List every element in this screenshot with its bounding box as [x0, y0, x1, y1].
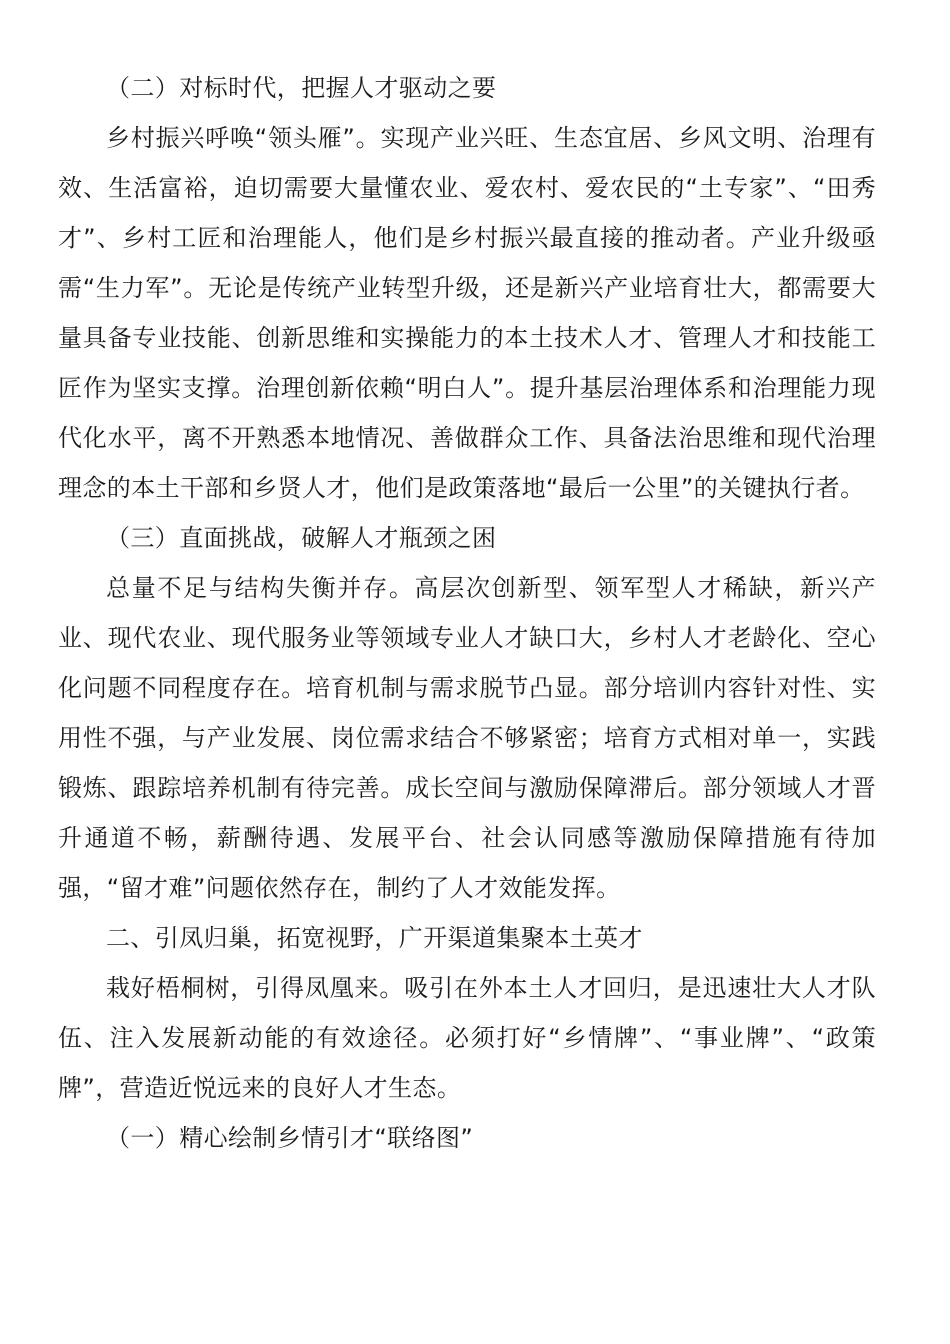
document-page	[58, 63, 876, 1163]
body-paragraph: 乡村振兴呼唤“领头雁”。实现产业兴旺、生态宜居、乡风文明、治理有效、生活富裕，迫切需要大量懂农业、爱农村、爱农民的“土专家”、“田秀才”、乡村工匠和治理能人，他们是乡村振兴最直接的推动者。产业升级亟需“生力军”。无论是传统产业转型升级，还是新兴产业培育壮大，都需要大量具备专业技能、创新思维和实操能力的本土技术人才、管理人才和技能工匠作为坚实支撑。治理创新依赖“明白人”。提升基层治理体系和治理能力现代化水平，离不开熟悉本地情况、善做群众工作、具备法治思维和现代治理理念的本土干部和乡贤人才，他们是政策落地“最后一公里”的关键执行者。	[58, 124, 876, 502]
section-heading-2: （二）对标时代，把握人才驱动之要	[106, 74, 497, 102]
section-heading-1: （一）精心绘制乡情引才“联络图”	[106, 1124, 474, 1152]
body-paragraph: 总量不足与结构失衡并存。高层次创新型、领军型人才稀缺，新兴产业、现代农业、现代服务业等领域专业人才缺口大，乡村人才老龄化、空心化问题不同程度存在。培育机制与需求脱节凸显。部分培训内容针对性、实用性不强，与产业发展、岗位需求结合不够紧密；培育方式相对单一，实践锻炼、跟踪培养机制有待完善。成长空间与激励保障滞后。部分领域人才晋升通道不畅，薪酬待遇、发展平台、社会认同感等激励保障措施有待加强，“留才难”问题依然存在，制约了人才效能发挥。	[58, 574, 876, 902]
section-heading-3: （三）直面挑战，破解人才瓶颈之困	[106, 524, 497, 552]
body-paragraph: 栽好梧桐树，引得凤凰来。吸引在外本土人才回归，是迅速壮大人才队伍、注入发展新动能的有效途径。必须打好“乡情牌”、“事业牌”、“政策牌”，营造近悦远来的良好人才生态。	[58, 974, 876, 1102]
chapter-heading-2: 二、引凤归巢，拓宽视野，广开渠道集聚本土英才	[106, 924, 643, 952]
